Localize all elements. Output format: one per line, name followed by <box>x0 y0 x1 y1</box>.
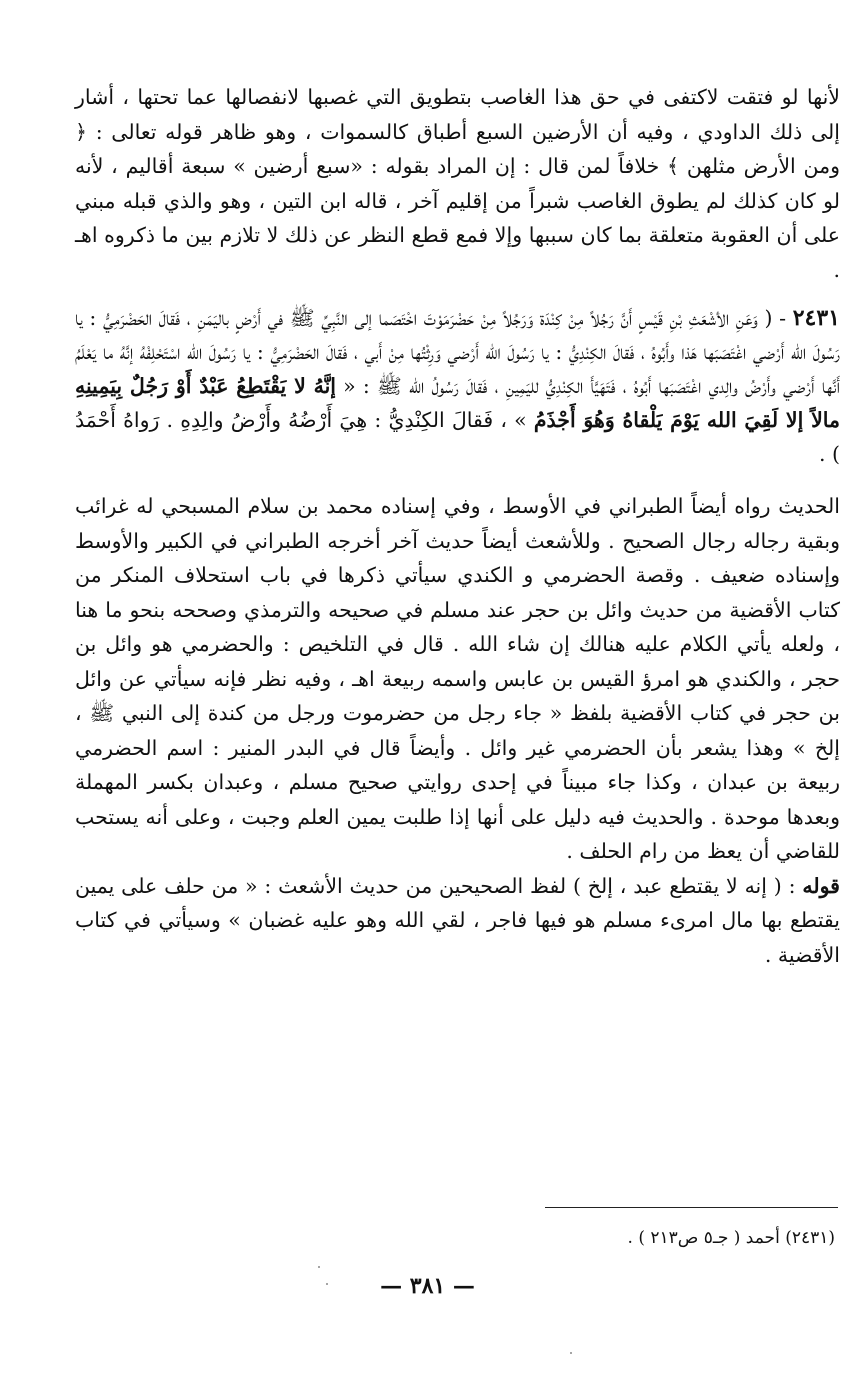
commentary-qawl-paragraph <box>75 869 840 973</box>
hadith-number: ٢٤٣١ <box>792 305 840 331</box>
hadith-text-after: » ، فَقالَ الكِنْدِيُّ : هِيَ أَرْضُهُ وأَرْضُ والِدِهِ . رَواهُ أَحْمَدُ ) . <box>75 408 840 466</box>
intro-paragraph: لأنها لو فتقت لاكتفى في حق هذا الغاصب بتطويق التي غصبها لانفصالها عما تحتها ، أشار إلى ذلك الداودي ، وفيه أن الأرضين السبع أطباق كالسموات ، وهو ظاهر قوله تعالى : ﴿ ومن الأرض مثلهن ﴾ خلافاً لمن قال : إن المراد بقوله : «سبع أرضين » سبعة أقاليم ، لأنه لو كان كذلك لم يطوق الغاصب شبراً من إقليم آخر ، قاله ابن التين ، وهو والذي قبله مبني على أن العقوبة متعلقة بما كان سببها وإلا فمع قطع النظر عن ذلك لا تلازم بين ما ذكروه اهـ . <box>75 85 840 282</box>
scan-speck <box>570 1352 572 1354</box>
page-number: — ٣٨١ — <box>380 1273 475 1299</box>
hadith-text-bold: إنَّهُ لا يَقْتَطِعُ عَبْدٌ أَوْ رَجُلٌ بِيَمِينِهِ مالاً إلا لَقِيَ الله يَوْمَ يَلْقاهُ وَهُوَ أَجْذَمُ <box>75 374 840 432</box>
footnote-divider <box>545 1207 838 1208</box>
scan-speck <box>326 1283 328 1285</box>
page-body <box>75 80 840 972</box>
footnote: (٢٤٣١) أحمد ( جـ٥ ص٢١٣ ) . <box>627 1228 835 1248</box>
qawl-text: : ( إنه لا يقتطع عبد ، إلخ ) لفظ الصحيحين من حديث الأشعث : « من حلف على يمين يقتطع بها مال امرىء مسلم هو فيها فاجر ، لقي الله وهو عليه غضبان » وسيأتي في كتاب الأقضية . <box>75 873 840 967</box>
commentary-paragraph: الحديث رواه أيضاً الطبراني في الأوسط ، وفي إسناده محمد بن سلام المسبحي له غرائب وبقية رجاله رجال الصحيح . وللأشعث أيضاً حديث آخر أخرجه الطبراني في الكبير والأوسط وإسناده ضعيف . وقصة الحضرمي و الكندي سيأتي ذكرها في باب استحلاف المنكر من كتاب الأقضية من حديث وائل بن حجر عند مسلم في صحيحه والترمذي وصححه بنحو ما هنا ، ولعله يأتي الكلام عليه هنالك إن شاء الله . قال في التلخيص : والحضرمي هو وائل بن حجر ، والكندي هو امرؤ القيس بن عابس واسمه ربيعة اهـ ، وفيه نظر فإنه سيأتي عن وائل بن حجر في كتاب الأقضية بلفظ « جاء رجل من حضرموت ورجل من كندة إلى النبي ﷺ ، إلخ » وهذا يشعر بأن الحضرمي غير وائل . وأيضاً قال في البدر المنير : اسم الحضرمي ربيعة بن عبدان ، وكذا جاء مبيناً في إحدى روايتي صحيح مسلم ، وعبدان بكسر المهملة وبعدها موحدة . والحديث فيه دليل على أنها إذا طلبت يمين العلم وجبت ، وعلى أنه يستحب للقاضي أن يعظ من رام الحلف . <box>75 494 840 863</box>
qawl-label: قوله <box>802 873 840 898</box>
scan-speck <box>318 1266 320 1268</box>
hadith-text-before: - ( وَعَنِ الأشْعَثِ بْنِ قَيْسٍ أَنَّ رَجُلاً مِنْ كِنْدَة وَرَجُلاً مِنْ حَضْرَمَوْتَ اخْتَصَما إلى النَّبِيِّ ﷺ في أَرْضٍ باليَمَنِ ، فَقالَ الحَضْرَمِيُّ : يا رَسُولَ الله أَرْضي اغْتَصَبَها هَذا وأَبُوهُ ، فَقالَ الكِنْدِيُّ : يا رَسُولَ الله أَرْضي وَرِثْتُها مِنْ أَبي ، فَقالَ الحَضْرَمِيُّ : يا رَسُولَ الله اسْتَحْلِفْهُ إنَّهُ ما يَعْلَمُ أَنَّها أَرْضي وأَرْضُ والِدي اغْتَصَبَها أَبُوهُ ، فَتَهَيَّأَ الكِنْدِيُّ لليَمِينِ ، فَقالَ رَسُولُ الله ﷺ : « <box>75 306 841 398</box>
hadith-paragraph <box>75 301 840 471</box>
